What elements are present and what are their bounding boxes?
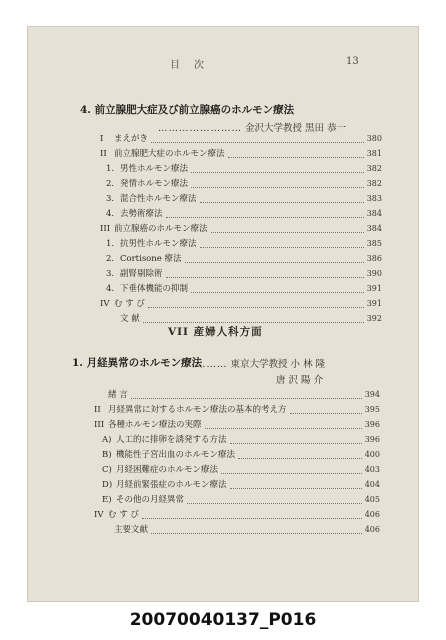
toc-entry: 1. 抗男性ホルモン療法 385 — [106, 239, 382, 249]
toc-entry: 1. 男性ホルモン療法 382 — [106, 164, 382, 174]
section-1-coauthor: 唐 沢 陽 介 — [276, 375, 324, 386]
section-4-author-line — [158, 120, 346, 134]
toc-entry: C) 月経困難症のホルモン療法 403 — [102, 465, 380, 475]
toc-entry: III 各種ホルモン療法の実際 396 — [94, 420, 380, 430]
section-4-title: 4. 前立腺肥大症及び前立腺癌のホルモン療法 — [80, 104, 295, 116]
toc-entry: IV む す び 391 — [100, 299, 382, 309]
toc-entry: IV む す び 406 — [94, 510, 380, 520]
toc-entry: B) 機能性子宮出血のホルモン療法 400 — [102, 450, 380, 460]
running-header-page-number: 13 — [346, 56, 359, 67]
author-leader-dots: ……… — [196, 359, 228, 370]
toc-entry: 4. 去勢術療法 384 — [106, 209, 382, 219]
toc-entry: 3. 副腎剔除術 390 — [106, 269, 382, 279]
section-1-author-line — [196, 356, 325, 370]
section-1-author: 東京大学教授 小 林 隆 — [230, 359, 326, 370]
toc-entry: 2. Cortisone 療法 386 — [106, 254, 382, 264]
toc-entry: II 月経異常に対するホルモン療法の基本的考え方 395 — [94, 405, 380, 415]
toc-entry: 文 献 392 — [120, 314, 382, 324]
toc-entry: I まえがき 380 — [100, 134, 382, 144]
toc-entry: 4. 下垂体機能の抑制 391 — [106, 284, 382, 294]
running-header-title: 目次 — [170, 60, 218, 71]
section-1-title: 1. 月経異常のホルモン療法 — [72, 357, 203, 369]
toc-entry: 主要文献 406 — [114, 525, 380, 535]
toc-entry: II 前立腺肥大症のホルモン療法 381 — [100, 149, 382, 159]
toc-entry: 3. 混合性ホルモン療法 383 — [106, 194, 382, 204]
toc-entry: III 前立腺癌のホルモン療法 384 — [100, 224, 382, 234]
toc-entry: D) 月経前緊張症のホルモン療法 404 — [102, 480, 380, 490]
author-leader-dots: …………………… — [158, 123, 242, 134]
toc-entry: 2. 発情ホルモン療法 382 — [106, 179, 382, 189]
toc-entry: 緒 言 394 — [108, 390, 380, 400]
section-4-author: 金沢大学教授 黒田 恭一 — [245, 123, 347, 134]
archive-id-caption: 20070040137_P016 — [129, 610, 317, 630]
part-vii-heading: VII 産婦人科方面 — [168, 326, 263, 338]
toc-entry: A) 人工的に排卵を誘発する方法 396 — [102, 435, 380, 445]
toc-entry: E) その他の月経異常 405 — [102, 495, 380, 505]
